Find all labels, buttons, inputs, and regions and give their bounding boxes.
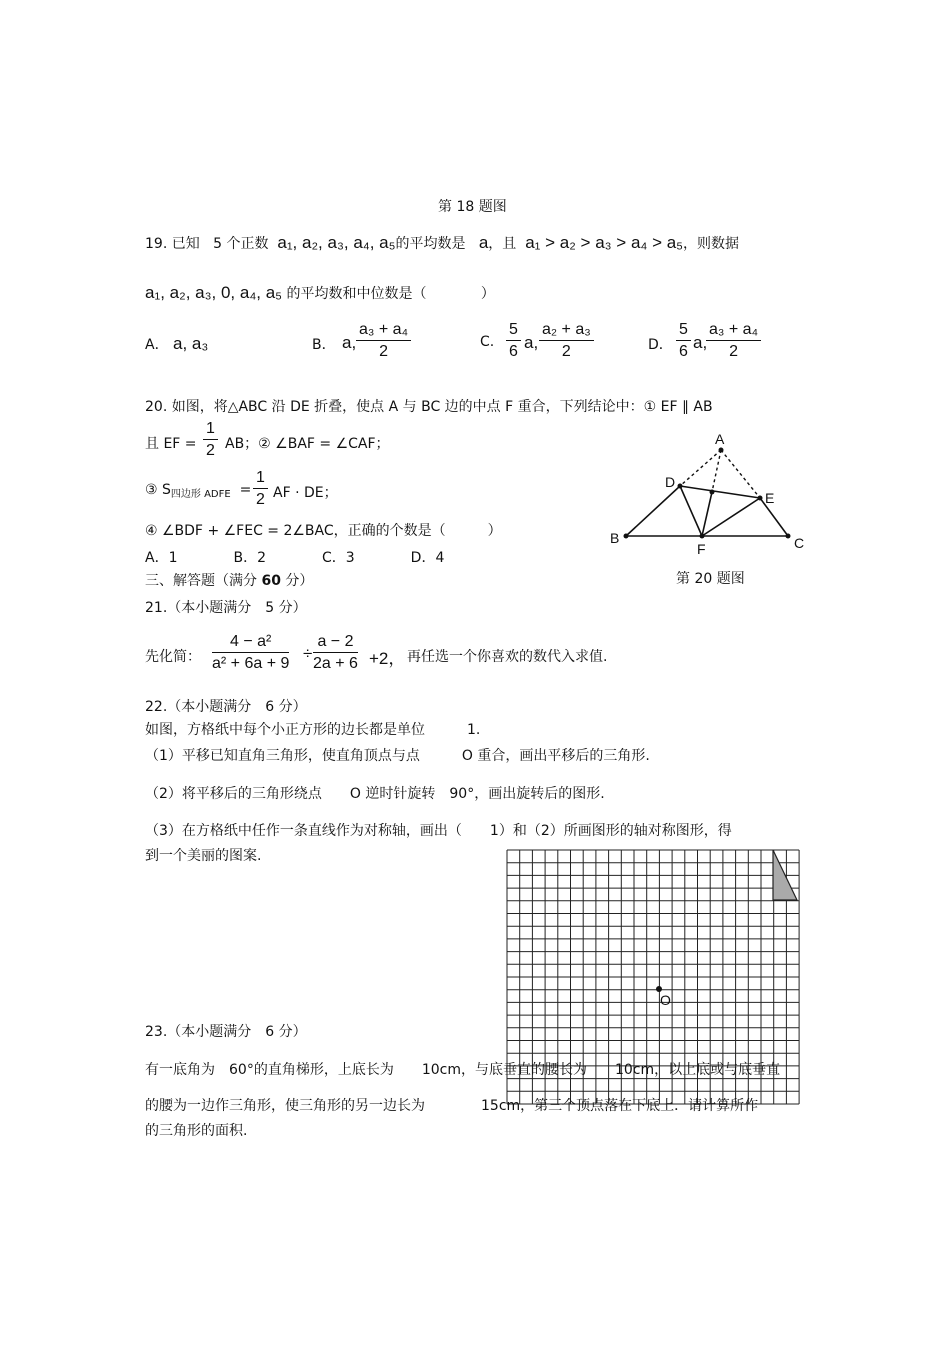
q19-vars: a₁, a₂, a₃, a₄, a₅ <box>277 233 396 252</box>
question-20-line-4: ④ ∠BDF + ∠FEC = 2∠BAC，正确的个数是（ ） <box>145 523 502 539</box>
q19-count: 5 <box>213 236 222 252</box>
q19-option-d-mid: a, <box>693 333 708 352</box>
label-b: B <box>610 530 620 546</box>
question-23-heading: 23.（本小题满分 6 分） <box>145 1024 307 1040</box>
figure-20-triangle <box>600 428 815 563</box>
q19-option-b-fraction <box>356 320 411 363</box>
q19-option-c-mid: a, <box>524 333 539 352</box>
label-d: D <box>665 474 676 490</box>
q21-fraction-2-denominator: 2a + 6 <box>313 655 358 672</box>
q20-area-symbol: ③ S <box>145 482 171 498</box>
q19-option-a-label: A． <box>145 337 169 353</box>
question-22-heading: 22.（本小题满分 6 分） <box>145 699 307 715</box>
q19-option-c-fraction <box>539 320 594 363</box>
q21-fraction-2-numerator: a − 2 <box>313 632 358 653</box>
label-e: E <box>765 490 775 506</box>
q19-option-d-coefficient <box>676 320 691 363</box>
q19-option-c-denominator: 2 <box>561 343 571 360</box>
q19-option-a-value: a, a₃ <box>173 334 209 353</box>
question-22-line-2: （1）平移已知直角三角形，使直角顶点与点 O 重合，画出平移后的三角形. <box>145 748 650 764</box>
q19-option-c-coef-numerator: 5 <box>506 320 521 341</box>
section-3-score: 60 <box>261 573 281 589</box>
section-3-title <box>145 570 313 590</box>
q20-line-3-numerator: 1 <box>253 468 268 489</box>
q19-inequality: a₁ > a₂ > a₃ > a₄ > a₅ <box>525 233 684 252</box>
question-22-line-4: （3）在方格纸中任作一条直线作为对称轴，画出（ 1）和（2）所画图形的轴对称图形，得 <box>145 823 732 839</box>
q19-option-c-coefficient <box>506 320 521 363</box>
q19-option-c-numerator: a₂ + a₃ <box>539 320 594 341</box>
question-20-options: A．1 B．2 C．3 D．4 <box>145 550 445 566</box>
q19-text4: ，则数据 <box>683 236 740 252</box>
q19-option-d-coef-numerator: 5 <box>676 320 691 341</box>
q19-text3: ，且 <box>488 236 517 252</box>
question-23-line-2: 的腰为一边作三角形，使三角形的另一边长为 15cm，第三个顶点落在下底上．请计算所作 <box>145 1098 759 1114</box>
question-20-line-3 <box>145 482 251 500</box>
question-20-line-2-pre: 且 EF = <box>145 436 197 452</box>
q19-option-d-denominator: 2 <box>729 343 738 360</box>
q19-avg: a <box>478 233 489 252</box>
question-20-line-3-post: AF · DE； <box>273 485 338 501</box>
q21-lead: 先化简： <box>145 649 201 665</box>
question-21-heading: 21.（本小题满分 5 分） <box>145 600 307 616</box>
q21-fraction-2 <box>313 632 358 675</box>
q19-text1: 个正数 <box>226 236 269 252</box>
q19-question-text: 的平均数和中位数是（ <box>286 286 427 302</box>
q20-area-equals: = <box>239 482 252 498</box>
q21-tail: 再任选一个你喜欢的数代入求值. <box>407 649 608 665</box>
question-19-line-1 <box>145 233 739 253</box>
point-o-label: O <box>660 992 671 1008</box>
q21-fraction-1 <box>212 632 289 675</box>
q19-data-set: a₁, a₂, a₃, 0, a₄, a₅ <box>145 283 283 302</box>
q19-option-a <box>145 334 208 354</box>
q19-option-d-label: D． <box>648 337 673 353</box>
q20-line-2-denominator: 2 <box>206 442 215 459</box>
q20-area-subscript: 四边形 ADFE <box>170 489 231 500</box>
q19-option-c-label: C. <box>480 334 495 350</box>
q21-divide-sign: ÷ <box>303 644 313 663</box>
q19-option-b-prefix: a, <box>342 333 357 352</box>
q19-option-d-numerator: a₃ + a₄ <box>706 320 761 341</box>
q19-lead: 已知 <box>171 236 200 252</box>
q20-line-3-fraction <box>253 468 268 511</box>
q19-option-b-label: B． <box>312 337 336 353</box>
q21-fraction-1-numerator: 4 − a² <box>212 632 289 653</box>
label-a: A <box>715 431 725 447</box>
q20-line-2-fraction <box>203 419 218 462</box>
q19-option-b-denominator: 2 <box>379 343 388 360</box>
figure-18-caption: 第 18 题图 <box>438 199 507 215</box>
question-22-line-1: 如图，方格纸中每个小正方形的边长都是单位 1. <box>145 722 481 738</box>
q21-fraction-1-denominator: a² + 6a + 9 <box>212 655 290 672</box>
q21-plus-two: +2， <box>369 649 406 668</box>
section-3-title-pre: 三、解答题（满分 <box>145 573 257 589</box>
q20-line-2-numerator: 1 <box>203 419 218 440</box>
question-23-line-1: 有一底角为 60°的直角梯形，上底长为 10cm，与底垂直的腰长为 10cm，以上底或与底垂直 <box>145 1062 781 1078</box>
q19-close-paren: ） <box>480 286 495 302</box>
q19-option-b-numerator: a₃ + a₄ <box>356 320 411 341</box>
question-23-line-3: 的三角形的面积. <box>145 1123 248 1139</box>
q19-text2: 的平均数是 <box>395 236 466 252</box>
q19-option-d-fraction <box>706 320 761 363</box>
section-3-title-post: 分） <box>285 573 314 589</box>
question-20-line-1: 20. 如图，将△ABC 沿 DE 折叠，使点 A 与 BC 边的中点 F 重合，下列结论中：① EF ∥ AB <box>145 399 713 415</box>
q20-line-3-denominator: 2 <box>256 491 265 508</box>
figure-20-caption: 第 20 题图 <box>676 571 745 587</box>
question-19-line-2 <box>145 283 495 303</box>
q19-number: 19. <box>145 236 168 252</box>
question-20-line-2-post: AB；② ∠BAF = ∠CAF； <box>225 436 390 452</box>
q19-option-d-coef-denominator: 6 <box>679 343 688 360</box>
label-f: F <box>697 541 706 557</box>
question-22-line-5: 到一个美丽的图案. <box>145 848 262 864</box>
question-22-line-3: （2）将平移后的三角形绕点 O 逆时针旋转 90°，画出旋转后的图形. <box>145 786 605 802</box>
q19-option-c-coef-denominator: 6 <box>509 343 518 360</box>
label-c: C <box>794 535 805 551</box>
